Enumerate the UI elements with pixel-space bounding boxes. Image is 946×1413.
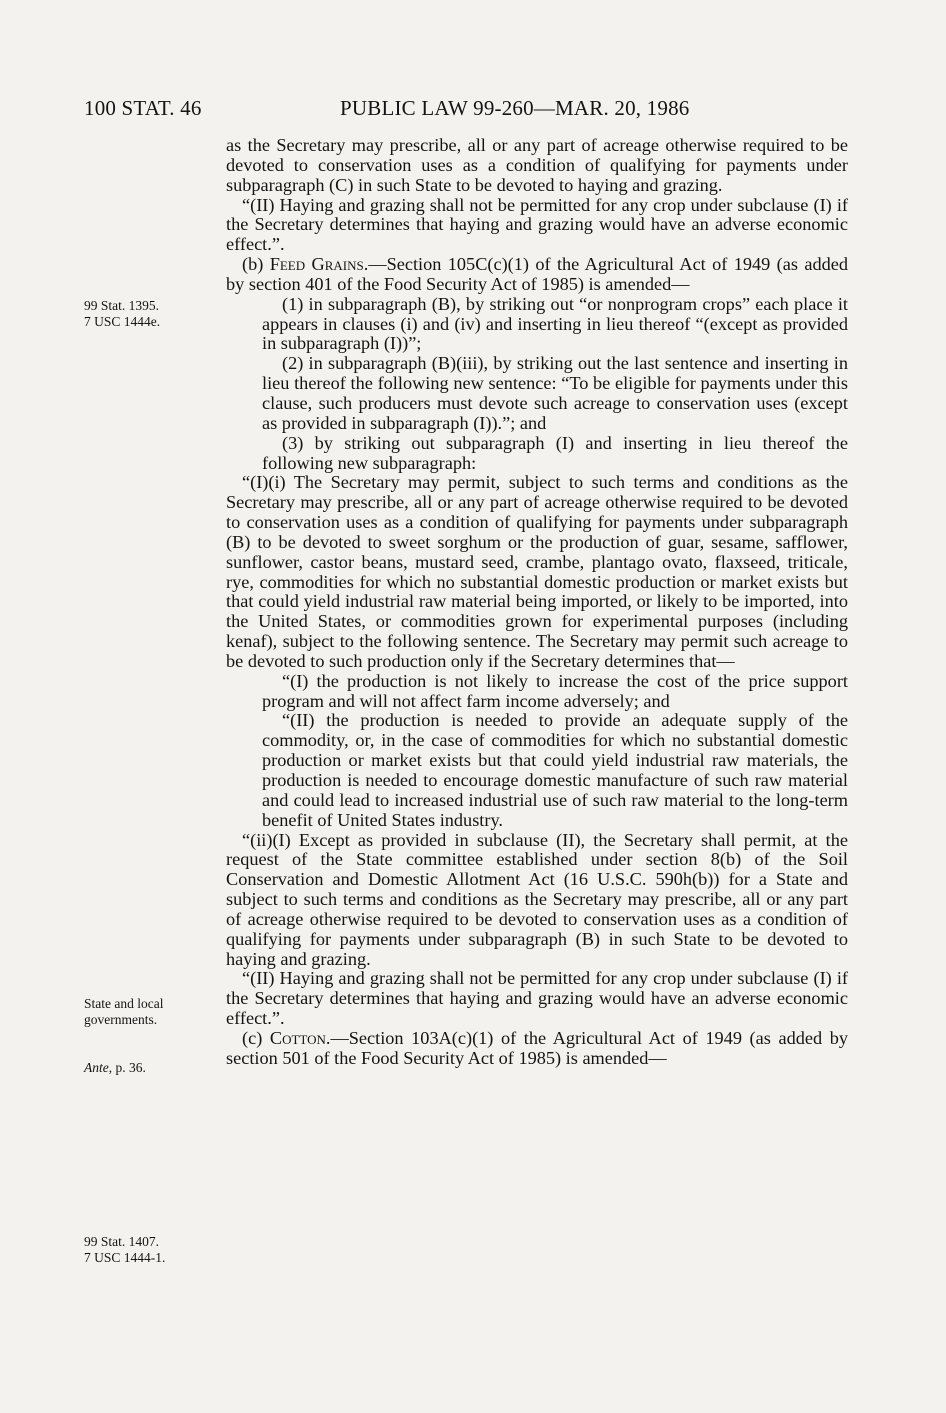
paragraph: “(II) the production is needed to provide an adequate supply of the commodity, or, in the case of commodities for which no substantial domestic production or market exists but that could yield industrial raw materials, the production is needed to encourage domestic manufacture of such raw material and could lead to increased industrial use of such raw material to the long-term benefit of United States industry. <box>262 710 848 830</box>
section-letter: (b) <box>242 254 270 275</box>
section-c-cotton <box>226 1029 848 1069</box>
paragraph: “(I) the production is not likely to increase the cost of the price support program and will not affect farm income adversely; and <box>262 670 848 711</box>
paragraph: “(I)(i) The Secretary may permit, subject to such terms and conditions as the Secretary may prescribe, all or any part of acreage otherwise required to be devoted to conservation uses as a condition of qualifying for payments under subparagraph (B) to be devoted to sweet sorghum or the production of guar, sesame, safflower, sunflower, castor beans, mustard seed, crambe, plantago ovato, flaxseed, triticale, rye, commodities for which no substantial domestic production or market exists but that could yield industrial raw material being imported, or likely to be imported, into the United States, or commodities grown for experimental purposes (including kenaf), subject to the following sentence. The Secretary may permit such acreage to be devoted to such production only if the Secretary determines that— <box>226 472 848 671</box>
stat-page-number: 100 STAT. 46 <box>84 96 202 120</box>
section-text: .—Section 105C(c)(1) of the Agricultural Act of 1949 (as added by section 401 of the Food Security Act of 1985) is amended— <box>226 254 848 294</box>
paragraph: (2) in subparagraph (B)(iii), by striking out the last sentence and inserting in lieu thereof the following new sentence: “To be eligible for payments under this clause, such producers must devote such acreage to conservation uses (except as provided in subparagraph (I)).”; and <box>262 353 848 433</box>
margin-note-ante <box>84 1060 209 1076</box>
statute-body <box>226 136 848 1069</box>
paragraph: (3) by striking out subparagraph (I) and inserting in lieu thereof the following new subparagraph: <box>262 432 848 473</box>
margin-note-ante-page: , p. 36. <box>108 1060 146 1075</box>
margin-note-line: 7 USC 1444e. <box>84 314 161 329</box>
margin-note-citation-2 <box>84 1234 209 1266</box>
public-law-title: PUBLIC LAW 99-260—MAR. 20, 1986 <box>340 96 690 120</box>
margin-note-line: 99 Stat. 1395. <box>84 298 160 313</box>
paragraph: as the Secretary may prescribe, all or any part of acreage otherwise required to be devoted to conservation uses as a condition of qualifying for payments under subparagraph (C) in such State to be devoted to haying and grazing. <box>226 135 848 195</box>
section-caption: Cotton <box>269 1027 326 1048</box>
margin-note-state-local <box>84 996 209 1028</box>
margin-note-line: governments. <box>84 1012 158 1027</box>
margin-note-ante-italic: Ante <box>84 1060 109 1075</box>
margin-note-citation-1 <box>84 298 209 330</box>
paragraph: (1) in subparagraph (B), by striking out “or nonprogram crops” each place it appears in clauses (i) and (iv) and inserting in lieu thereof “(except as provided in subparagraph (I))”; <box>262 293 848 354</box>
section-b-feed-grains <box>226 255 848 295</box>
section-letter: (c) <box>242 1027 270 1048</box>
paragraph: “(II) Haying and grazing shall not be permitted for any crop under subclause (I) if the Secretary determines that haying and grazing would have an adverse economic effect.”. <box>226 194 848 255</box>
margin-note-line: State and local <box>84 996 164 1011</box>
paragraph: “(II) Haying and grazing shall not be permitted for any crop under subclause (I) if the Secretary determines that haying and grazing would have an adverse economic effect.”. <box>226 968 848 1029</box>
section-text: .—Section 103A(c)(1) of the Agricultural Act of 1949 (as added by section 501 of the Food Security Act of 1985) is amended— <box>226 1027 848 1068</box>
running-header <box>84 96 852 126</box>
margin-note-line: 7 USC 1444-1. <box>84 1250 166 1265</box>
section-caption: Feed Grains <box>269 254 364 275</box>
margin-note-line: 99 Stat. 1407. <box>84 1234 160 1249</box>
paragraph: “(ii)(I) Except as provided in subclause (II), the Secretary shall permit, at the request of the State committee established under section 8(b) of the Soil Conservation and Domestic Allotment Act (16 U.S.C. 590h(b)) for a State and subject to such terms and conditions as the Secretary may prescribe, all or any part of acreage otherwise required to be devoted to conservation uses as a condition of qualifying for payments under subparagraph (B) in such State to be devoted to haying and grazing. <box>226 829 848 969</box>
